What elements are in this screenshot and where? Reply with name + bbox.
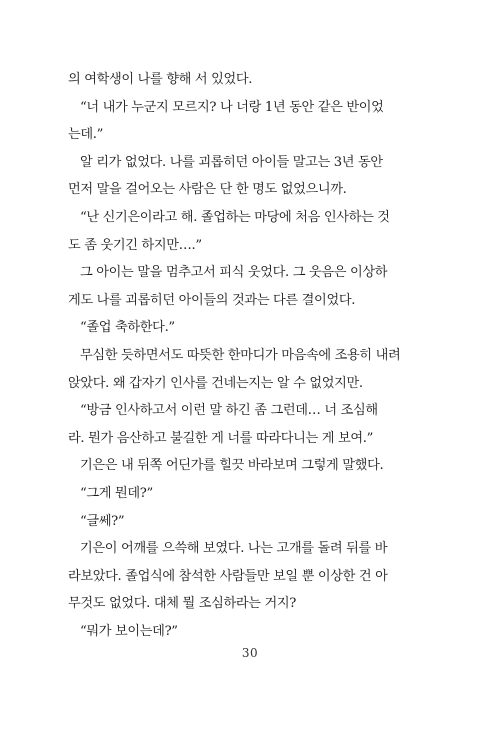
text-line: 먼저 말을 걸어오는 사람은 단 한 명도 없었으니까.: [68, 182, 347, 198]
text-line: “글쎄?”: [80, 513, 125, 529]
text-line: 무것도 없었다. 대체 뭘 조심하라는 거지?: [68, 596, 296, 612]
text-line: 게도 나를 괴롭히던 아이들의 것과는 다른 결이었다.: [68, 292, 356, 308]
text-line: 라. 뭔가 음산하고 불길한 게 너를 따라다니는 게 보여.”: [68, 430, 373, 446]
text-line: 기은이 어깨를 으쓱해 보였다. 나는 고개를 돌려 뒤를 바: [80, 541, 388, 557]
text-line: “그게 뭔데?”: [80, 485, 153, 501]
text-line: 도 좀 웃기긴 하지만….”: [68, 237, 202, 253]
text-line: 알 리가 없었다. 나를 괴롭히던 아이들 말고는 3년 동안: [80, 154, 383, 170]
text-line: “난 신기은이라고 해. 졸업하는 마당에 처음 인사하는 것: [80, 209, 390, 225]
text-line: 는데.”: [68, 127, 104, 143]
text-line: 그 아이는 말을 멈추고서 피식 웃었다. 그 웃음은 이상하: [80, 265, 388, 281]
text-line: 무심한 듯하면서도 따뜻한 한마디가 마음속에 조용히 내려: [80, 347, 401, 363]
text-line: “방금 인사하고서 이런 말 하긴 좀 그런데… 너 조심해: [80, 403, 378, 419]
page-number: 30: [241, 646, 259, 660]
body-text: [68, 66, 420, 645]
text-line: “너 내가 누군지 모르지? 나 너랑 1년 동안 같은 반이었: [80, 99, 384, 115]
text-line: 라보았다. 졸업식에 참석한 사람들만 보일 뿐 이상한 건 아: [68, 568, 388, 584]
text-line: “뭐가 보이는데?”: [80, 623, 178, 639]
text-line: 기은은 내 뒤쪽 어딘가를 힐끗 바라보며 그렇게 말했다.: [80, 458, 384, 474]
text-line: 앉았다. 왜 갑자기 인사를 건네는지는 알 수 없었지만.: [68, 375, 363, 391]
text-line: “졸업 축하한다.”: [80, 320, 175, 336]
text-line: 의 여학생이 나를 향해 서 있었다.: [68, 72, 253, 87]
